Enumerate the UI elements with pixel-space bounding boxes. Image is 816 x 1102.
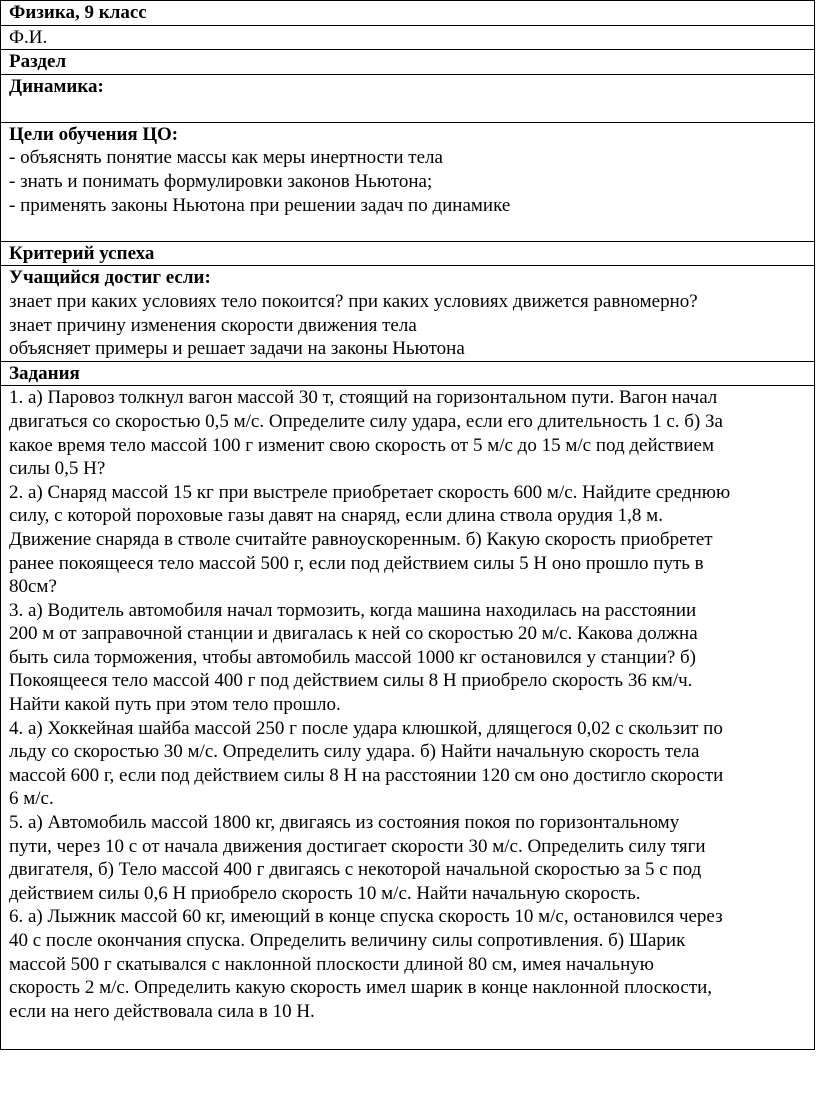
goal-item: - объяснять понятие массы как меры инертности тела xyxy=(9,147,443,169)
row-section-value xyxy=(1,74,815,122)
goals-title: Цели обучения ЦО: xyxy=(9,123,179,145)
task-line: 80см? xyxy=(9,576,57,598)
task-line: 1. а) Паровоз толкнул вагон массой 30 т, стоящий на горизонтальном пути. Вагон начал xyxy=(9,387,718,409)
criteria-item: знает причину изменения скорости движения тела xyxy=(9,314,417,336)
task-line: 6 м/с. xyxy=(9,788,54,810)
task-line: пути, через 10 с от начала движения достигает скорости 30 м/с. Определить силу тяги xyxy=(9,835,706,857)
task-line: если на него действовала сила в 10 Н. xyxy=(9,1000,315,1022)
task-line: 3. а) Водитель автомобиля начал тормозить, когда машина находилась на расстоянии xyxy=(9,599,697,621)
section-label: Раздел xyxy=(1,50,815,75)
row-criteria xyxy=(1,266,815,361)
task-line: льду со скоростью 30 м/с. Определить силу удара. б) Найти начальную скорость тела xyxy=(9,741,700,763)
task-line: Покоящееся тело массой 400 г под действием силы 8 Н приобрело скорость 36 км/ч. xyxy=(9,670,693,692)
task-line: 4. а) Хоккейная шайба массой 250 г после удара клюшкой, длящегося 0,02 с скользит по xyxy=(9,717,723,739)
task-line: массой 500 г скатывался с наклонной плоскости длиной 80 см, имея начальную xyxy=(9,953,654,975)
task-line: быть сила торможения, чтобы автомобиль массой 1000 кг остановился у станции? б) xyxy=(9,646,697,668)
subject-title: Физика, 9 класс xyxy=(1,1,815,26)
task-line: какое время тело массой 100 г изменит свою скорость от 5 м/с до 15 м/с под действием xyxy=(9,434,714,456)
criteria-item: знает при каких условиях тело покоится? при каких условиях движется равномерно? xyxy=(9,290,698,312)
criteria-title: Критерий успеха xyxy=(1,241,815,266)
task-line: двигателя, б) Тело массой 400 г двигаясь с некоторой начальной скоростью за 5 с под xyxy=(9,859,702,881)
task-line: ранее покоящееся тело массой 500 г, если под действием силы 5 Н оно прошло путь в xyxy=(9,552,704,574)
tasks-body xyxy=(9,386,806,1023)
criteria-item: объясняет примеры и решает задачи на законы Ньютона xyxy=(9,338,465,360)
row-tasks-title xyxy=(1,361,815,386)
tasks-cell xyxy=(1,386,815,1050)
task-line: Движение снаряда в стволе считайте равноускоренным. б) Какую скорость приобретет xyxy=(9,528,713,550)
goals-cell xyxy=(1,122,815,241)
task-line: 40 с после окончания спуска. Определить величину силы сопротивления. б) Шарик xyxy=(9,930,686,951)
task-line: скорость 2 м/с. Определить какую скорость имел шарик в конце наклонной плоскости, xyxy=(9,977,713,999)
task-line: массой 600 г, если под действием силы 8 Н на расстоянии 120 см оно достигло скорости xyxy=(9,764,724,786)
row-tasks xyxy=(1,386,815,1050)
row-goals xyxy=(1,122,815,241)
section-value: Динамика: xyxy=(9,75,104,97)
task-line: Найти какой путь при этом тело прошло. xyxy=(9,694,341,716)
tasks-title: Задания xyxy=(1,361,815,386)
row-section xyxy=(1,50,815,75)
task-line: действием силы 0,6 Н приобрело скорость 10 м/с. Найти начальную скорость. xyxy=(9,882,641,904)
goal-item: - знать и понимать формулировки законов Ньютона; xyxy=(9,170,433,192)
task-line: силу, с которой пороховые газы давят на снаряд, если длина ствола орудия 1,8 м. xyxy=(9,505,663,527)
row-subject xyxy=(1,1,815,26)
task-line: 2. а) Снаряд массой 15 кг при выстреле приобретает скорость 600 м/с. Найдите среднюю xyxy=(9,481,731,503)
row-name xyxy=(1,25,815,50)
task-line: двигаться со скоростью 0,5 м/с. Определите силу удара, если его длительность 1 с. б) За xyxy=(9,410,723,432)
criteria-cell xyxy=(1,266,815,361)
task-line: 5. а) Автомобиль массой 1800 кг, двигаясь из состояния покоя по горизонтальному xyxy=(9,812,680,834)
task-line: 200 м от заправочной станции и двигалась к ней со скоростью 20 м/с. Какова должна xyxy=(9,623,698,645)
task-line: силы 0,5 Н? xyxy=(9,458,106,480)
row-criteria-title xyxy=(1,241,815,266)
goal-item: - применять законы Ньютона при решении задач по динамике xyxy=(9,194,511,216)
name-label: Ф.И. xyxy=(1,25,815,50)
criteria-subtitle: Учащийся достиг если: xyxy=(9,267,211,289)
task-line: 6. а) Лыжник массой 60 кг, имеющий в конце спуска скорость 10 м/с, остановился через xyxy=(9,906,723,928)
